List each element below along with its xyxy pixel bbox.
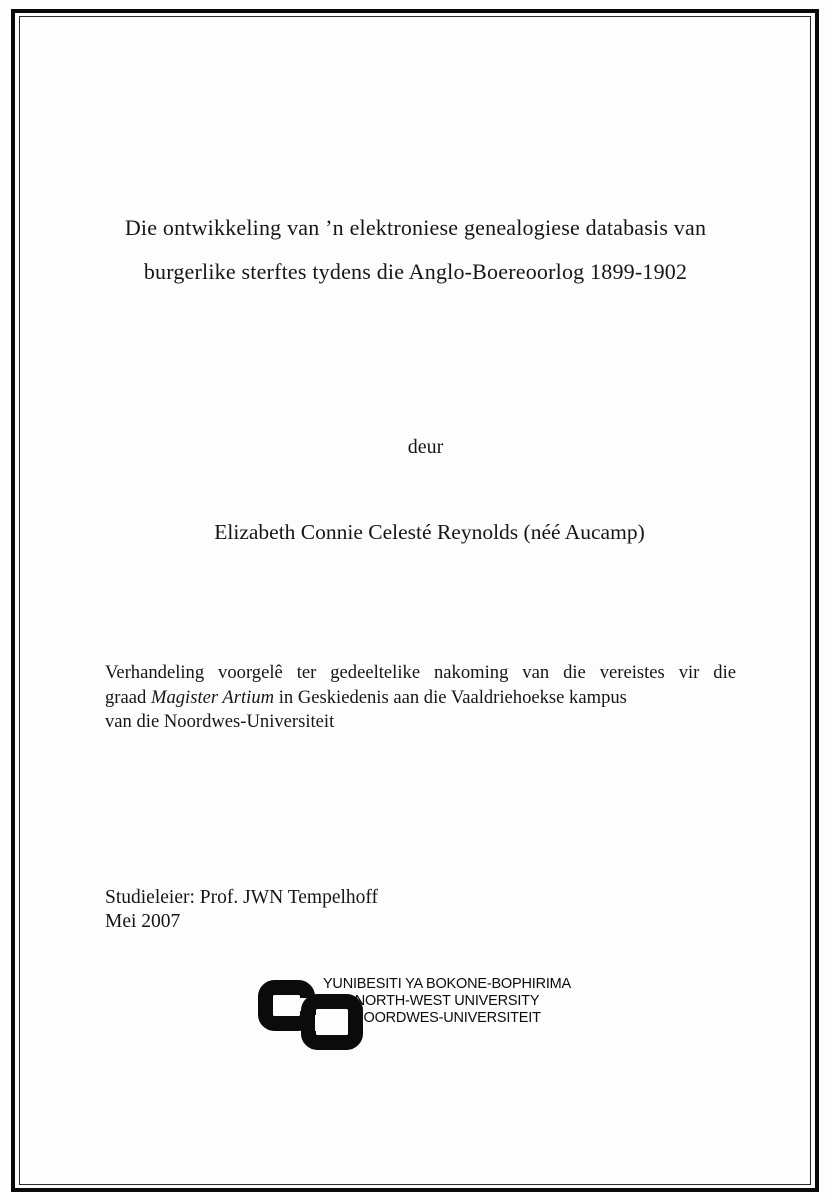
university-name-english: NORTH-WEST UNIVERSITY (354, 993, 540, 1009)
author-name: Elizabeth Connie Celesté Reynolds (néé Aucamp) (214, 520, 645, 544)
university-name-setswana: YUNIBESITI YA BOKONE-BOPHIRIMA (322, 976, 572, 992)
university-name-afrikaans: NOORDWES-UNIVERSITEIT (353, 1010, 541, 1026)
thesis-title-line2: burgerlike sterftes tydens die Anglo-Boereoorlog 1899-1902 (143, 259, 688, 284)
date-line: Mei 2007 (105, 910, 181, 932)
degree-statement-line2-pre: graad (105, 686, 151, 708)
supervisor-block (105, 886, 378, 933)
university-wordmark (316, 976, 578, 1027)
degree-statement (105, 661, 736, 735)
supervisor-line: Studieleier: Prof. JWN Tempelhoff (105, 887, 379, 908)
degree-name-italic: Magister Artium (150, 686, 275, 708)
thesis-title-line1: Die ontwikkeling van ’n elektroniese genealogiese databasis van (124, 215, 707, 240)
thesis-title (60, 206, 771, 294)
degree-statement-line2 (105, 686, 736, 711)
byline-label: deur (407, 436, 444, 458)
degree-statement-line1: Verhandeling voorgelê ter gedeeltelike nakoming van die vereistes vir die (105, 662, 736, 683)
degree-statement-line3: van die Noordwes-Universiteit (105, 711, 335, 733)
degree-statement-line2-post: in Geskiedenis aan die Vaaldriehoekse kampus (274, 686, 627, 708)
